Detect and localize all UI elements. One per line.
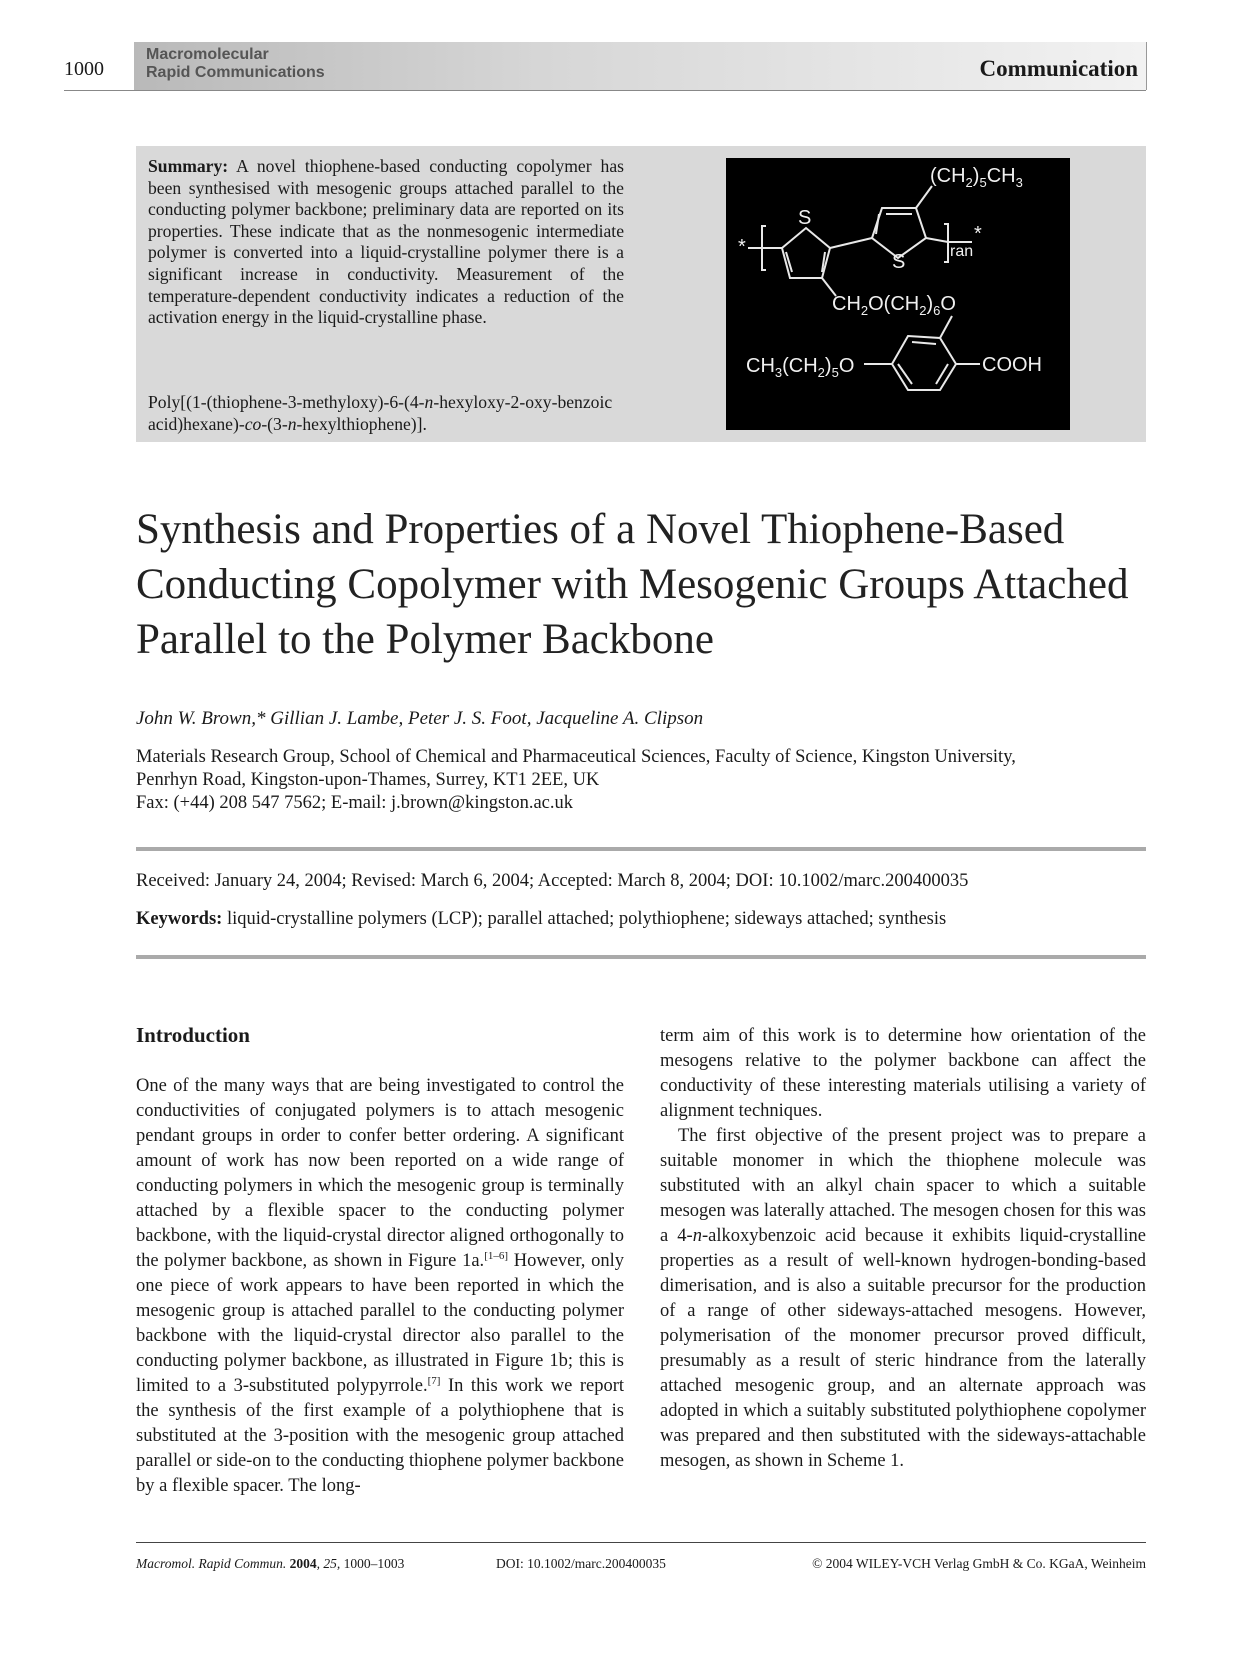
chemical-structure-drawing	[726, 158, 1070, 430]
header-rule	[64, 90, 1146, 91]
polymer-name-italic: co	[244, 413, 262, 434]
structure-linker: $CH_2O(CH_2)_6O$	[832, 293, 956, 318]
author-list: John W. Brown,* Gillian J. Lambe, Peter J. S. Foot, Jacqueline A. Clipson	[136, 708, 704, 729]
footer-citation	[136, 1556, 404, 1572]
paragraph	[660, 1124, 1146, 1474]
summary-body: A novel thiophene-based conducting copolymer has been synthesised with mesogenic groups attached parallel to the conducting polymer backbone; preliminary data are reported on its properties. These indicate that as the nonmesogenic intermediate polymer is converted into a liquid-crystalline polymer there is a significant increase in conductivity. Measurement of the temperature-dependent conductivity indicates a reduction of the activation energy in the liquid-crystalline phase.	[148, 156, 624, 328]
contact-line: Fax: (+44) 208 547 7562; E-mail: j.brown@kingston.ac.uk	[136, 793, 573, 813]
structure-ran-label: ran	[950, 243, 974, 260]
footer-year: 2004	[286, 1556, 317, 1571]
text-run: One of the many ways that are being investigated to control the conductivities of conjugated polymers is to attach mesogenic pendant groups in order to confer better ordering. A significant amount of work has now been reported on a wide range of conducting polymers in which the mesogenic group is terminally attached by a flexible spacer to the conducting polymer backbone, with the liquid-crystal director aligned orthogonally to the polymer backbone, as shown in Figure 1a.	[136, 1076, 624, 1271]
page-number: 1000	[64, 58, 104, 80]
structure-star-left: *	[738, 236, 746, 258]
polymer-name	[148, 392, 624, 435]
citation-ref[interactable]: [1–6]	[484, 1249, 509, 1262]
footer-volume: , 25,	[316, 1556, 341, 1571]
journal-name	[146, 46, 325, 82]
body-column-right	[660, 1024, 1146, 1474]
text-run-italic: n	[692, 1226, 702, 1246]
footer-journal: Macromol. Rapid Commun.	[136, 1556, 287, 1571]
chemical-structure-figure	[726, 158, 1070, 430]
structure-star-right: *	[974, 223, 982, 245]
footer-rule	[136, 1542, 1146, 1543]
keywords	[136, 909, 946, 930]
structure-sulfur-2: S	[892, 251, 906, 273]
body-column-left	[136, 1074, 624, 1499]
structure-left-group: $CH_3(CH_2)_5O$	[746, 355, 855, 380]
structure-hexyl-top: $(CH_2)_5CH_3$	[930, 165, 1023, 190]
summary-text	[148, 156, 624, 329]
keywords-list: liquid-crystalline polymers (LCP); parallel attached; polythiophene; sideways attached; synthesis	[222, 909, 947, 929]
text-run: The first objective of the present project was to prepare a suitable monomer in which the thiophene molecule was substituted with an alkyl chain spacer to which a suitable mesogen was laterally attached. The mesogen chosen for this was a 4-	[660, 1126, 1146, 1246]
section-label: Communication	[979, 56, 1138, 81]
paragraph	[136, 1074, 624, 1499]
divider	[136, 847, 1146, 851]
footer-copyright: © 2004 WILEY-VCH Verlag GmbH & Co. KGaA, Weinheim	[812, 1556, 1146, 1571]
polymer-name-part: -(3-	[261, 413, 288, 434]
polymer-name-italic: n	[287, 413, 297, 434]
polymer-name-part: -hexylthiophene)].	[296, 413, 427, 434]
section-heading-introduction: Introduction	[136, 1023, 250, 1047]
structure-acid-group: COOH	[982, 354, 1042, 376]
paragraph: term aim of this work is to determine how orientation of the mesogens relative to the polymer backbone can affect the conductivity of these interesting materials utilising a variety of alignment techniques.	[660, 1026, 1146, 1121]
affiliation-line: Penrhyn Road, Kingston-upon-Thames, Surrey, KT1 2EE, UK	[136, 770, 600, 790]
text-run: -alkoxybenzoic acid because it exhibits liquid-crystalline properties as a result of well-known hydrogen-bonding-based dimerisation, and is also a suitable precursor for the production of a range of other sideways-attached mesogens. However, polymerisation of the monomer precursor proved difficult, presumably as a result of steric hindrance from the laterally attached mesogenic group, and an alternate approach was adopted in which a suitably substituted polythiophene copolymer was prepared and then substituted with the sideways-attachable mesogen, as shown in Scheme 1.	[660, 1226, 1146, 1471]
article-title: Synthesis and Properties of a Novel Thiophene-Based Conducting Copolymer with Mesogenic Groups Attached Parallel to the Polymer Backbone	[136, 506, 1129, 663]
citation-ref[interactable]: [7]	[427, 1374, 441, 1387]
journal-name-line1: Macromolecular	[146, 46, 269, 63]
polymer-name-part: -hexyloxy-2-oxy-benzoic acid)hexane)-	[148, 392, 613, 434]
text-run: However, only one piece of work appears to have been reported in which the mesogenic group is attached parallel to the conducting polymer backbone with the liquid-crystal director also parallel to the conducting polymer backbone, as illustrated in Figure 1b; this is limited to a 3-substituted polypyrrole.	[136, 1251, 624, 1396]
structure-sulfur-1: S	[798, 207, 812, 229]
divider	[136, 955, 1146, 959]
text-run: In this work we report the synthesis of the first example of a polythiophene that is substituted at the 3-position with the mesogenic group attached parallel or side-on to the conducting thiophene polymer backbone by a flexible spacer. The long-	[136, 1376, 625, 1496]
keywords-label: Keywords:	[136, 909, 223, 929]
summary-label: Summary:	[148, 156, 229, 176]
affiliation	[136, 746, 1146, 815]
footer-doi[interactable]: DOI: 10.1002/marc.200400035	[496, 1556, 666, 1571]
received-dates: Received: January 24, 2004; Revised: March 6, 2004; Accepted: March 8, 2004; DOI: 10.1002/marc.200400035	[136, 871, 969, 891]
polymer-name-italic: n	[424, 392, 434, 412]
footer-pages: 1000–1003	[340, 1556, 405, 1571]
journal-name-line2: Rapid Communications	[146, 64, 325, 81]
polymer-name-part: Poly[(1-(thiophene-3-methyloxy)-6-(4-	[148, 392, 425, 412]
affiliation-line: Materials Research Group, School of Chemical and Pharmaceutical Sciences, Faculty of Science, Kingston University,	[136, 747, 1016, 767]
